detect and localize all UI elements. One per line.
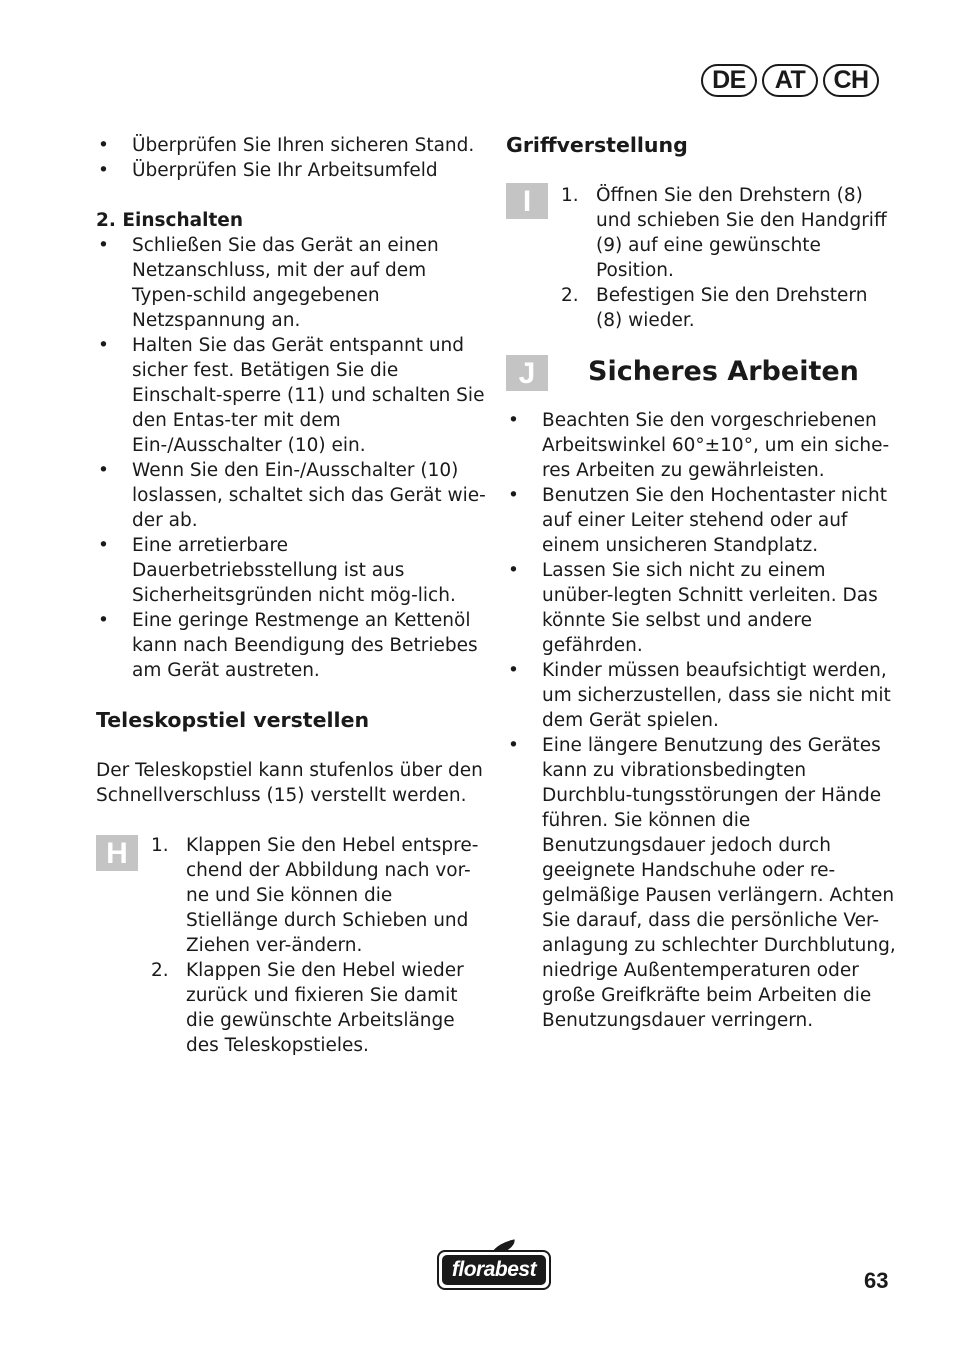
list-item: • Beachten Sie den vorgeschriebenen Arbeitswinkel 60°±10°, um ein siche-res Arbeiten zu gewährleisten. xyxy=(506,408,898,483)
section-marker-j: J xyxy=(506,355,548,391)
list-item xyxy=(151,958,488,1058)
list-item: • Halten Sie das Gerät entspannt und sicher fest. Betätigen Sie die Einschalt-sperre (11) und schalten Sie den Entas-ter mit dem Ein-/Ausschalter (10) ein. xyxy=(96,333,488,458)
sicheres-bullet-list xyxy=(506,408,898,1033)
step-text: Klappen Sie den Hebel wieder zurück und fixieren Sie damit die gewünschte Arbeitslänge des Teleskopstieles. xyxy=(186,960,464,1056)
badge-ch: CH xyxy=(823,64,879,97)
step-number: 1. xyxy=(561,185,579,206)
list-item: • Schließen Sie das Gerät an einen Netzanschluss, mit der auf dem Typen-schild angegebenen Netzspannung an. xyxy=(96,233,488,333)
step-marker-h: H xyxy=(96,835,138,871)
step-text: Klappen Sie den Hebel entspre-chend der Abbildung nach vor-ne und Sie können die Stiellänge durch Schieben und Ziehen ver-ändern. xyxy=(186,835,479,956)
griff-step-list xyxy=(561,183,898,333)
right-column xyxy=(506,133,898,1033)
einschalten-bullet-list xyxy=(96,233,488,683)
list-item xyxy=(151,833,488,958)
teleskop-steps xyxy=(96,833,488,1058)
brand-logo xyxy=(437,1250,551,1290)
list-item: • Wenn Sie den Ein-/Ausschalter (10) loslassen, schaltet sich das Gerät wie-der ab. xyxy=(96,458,488,533)
list-item: • Benutzen Sie den Hochentaster nicht auf einer Leiter stehend oder auf einem unsicheren Standplatz. xyxy=(506,483,898,558)
list-item: • Kinder müssen beaufsichtigt werden, um sicherzustellen, dass sie nicht mit dem Gerät spielen. xyxy=(506,658,898,733)
step-number: 2. xyxy=(151,960,169,981)
badge-at: AT xyxy=(762,64,818,97)
list-item xyxy=(561,283,898,333)
sicheres-heading-row xyxy=(506,355,898,391)
left-column xyxy=(96,133,488,1058)
griff-heading: Griffverstellung xyxy=(506,133,688,157)
list-item xyxy=(561,183,898,283)
list-item: • Eine geringe Restmenge an Kettenöl kann nach Beendigung des Betriebes am Gerät austreten. xyxy=(96,608,488,683)
sicheres-heading: Sicheres Arbeiten xyxy=(588,356,859,387)
teleskop-step-list xyxy=(151,833,488,1058)
list-item: • Lassen Sie sich nicht zu einem unüber-legten Schnitt verleiten. Das könnte Sie selbst und andere gefährden. xyxy=(506,558,898,658)
list-item: • Überprüfen Sie Ihr Arbeitsumfeld xyxy=(96,158,488,183)
einschalten-heading: 2. Einschalten xyxy=(96,210,244,231)
griff-steps xyxy=(506,183,898,333)
step-marker-i: I xyxy=(506,183,548,219)
step-text: Befestigen Sie den Drehstern (8) wieder. xyxy=(596,285,868,331)
intro-bullet-list xyxy=(96,133,488,183)
page-number: 63 xyxy=(864,1268,889,1293)
badge-de: DE xyxy=(701,64,757,97)
list-item: • Überprüfen Sie Ihren sicheren Stand. xyxy=(96,133,488,158)
list-item: • Eine arretierbare Dauerbetriebsstellung ist aus Sicherheitsgründen nicht mög-lich. xyxy=(96,533,488,608)
logo-text: florabest xyxy=(442,1255,546,1285)
language-badges xyxy=(701,64,879,97)
list-item: • Eine längere Benutzung des Gerätes kann zu vibrationsbedingten Durchblu-tungsstörungen der Hände führen. Sie können die Benutzungsdauer jedoch durch geeignete Handschuhe oder re-gelmäßige Pausen verlängern. Achten Sie darauf, dass die persönliche Ver-anlagung zu schlechter Durchblutung, niedrige Außentemperaturen oder große Greifkräfte beim Arbeiten die Benutzungsdauer verringern. xyxy=(506,733,898,1033)
teleskop-paragraph: Der Teleskopstiel kann stufenlos über den Schnellverschluss (15) verstellt werden. xyxy=(96,760,483,806)
step-text: Öffnen Sie den Drehstern (8) und schieben Sie den Handgriff (9) auf eine gewünschte Position. xyxy=(596,185,887,281)
step-number: 1. xyxy=(151,835,169,856)
teleskop-heading: Teleskopstiel verstellen xyxy=(96,708,370,732)
step-number: 2. xyxy=(561,285,579,306)
